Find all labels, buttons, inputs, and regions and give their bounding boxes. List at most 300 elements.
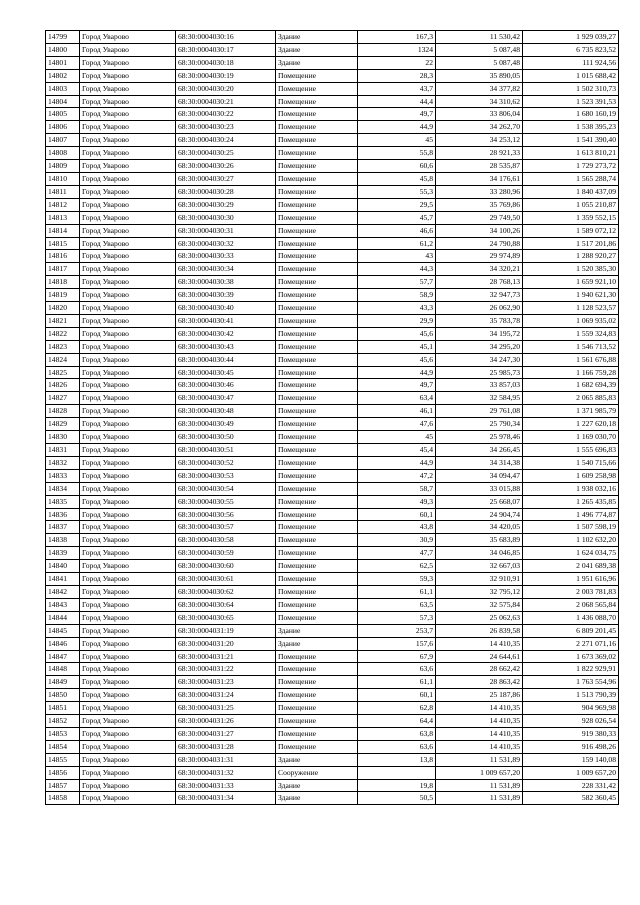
table-row bbox=[46, 405, 619, 418]
object-type-cell: Помещение bbox=[276, 405, 358, 418]
cadastral-value-cell: 1 265 435,85 bbox=[523, 495, 619, 508]
object-type-cell: Помещение bbox=[276, 456, 358, 469]
unit-value-cell: 11 531,89 bbox=[436, 753, 523, 766]
cadastral-number-cell: 68:30:0004031:33 bbox=[176, 779, 276, 792]
cadastral-value-cell: 1 840 437,09 bbox=[523, 185, 619, 198]
unit-value-cell: 32 575,84 bbox=[436, 598, 523, 611]
area-cell: 49,3 bbox=[358, 495, 436, 508]
table-row bbox=[46, 289, 619, 302]
table-row bbox=[46, 637, 619, 650]
table-row bbox=[46, 69, 619, 82]
area-cell: 57,7 bbox=[358, 276, 436, 289]
table-row bbox=[46, 444, 619, 457]
unit-value-cell: 32 795,12 bbox=[436, 585, 523, 598]
object-type-cell: Помещение bbox=[276, 160, 358, 173]
object-type-cell: Помещение bbox=[276, 650, 358, 663]
area-cell: 43,8 bbox=[358, 521, 436, 534]
table-row bbox=[46, 263, 619, 276]
object-type-cell: Помещение bbox=[276, 289, 358, 302]
cadastral-value-cell: 916 498,26 bbox=[523, 740, 619, 753]
cadastral-number-cell: 68:30:0004030:27 bbox=[176, 172, 276, 185]
area-cell: 167,3 bbox=[358, 31, 436, 44]
unit-value-cell: 32 584,95 bbox=[436, 392, 523, 405]
table-row bbox=[46, 366, 619, 379]
table-row bbox=[46, 147, 619, 160]
municipality-cell: Город Уварово bbox=[80, 327, 176, 340]
unit-value-cell: 1 009 657,20 bbox=[436, 766, 523, 779]
municipality-cell: Город Уварово bbox=[80, 444, 176, 457]
cadastral-value-cell: 1 565 288,74 bbox=[523, 172, 619, 185]
table-row bbox=[46, 753, 619, 766]
row-number-cell: 14854 bbox=[46, 740, 80, 753]
object-type-cell: Помещение bbox=[276, 314, 358, 327]
cadastral-value-cell: 582 360,45 bbox=[523, 792, 619, 805]
cadastral-value-cell: 1 951 616,96 bbox=[523, 573, 619, 586]
object-type-cell: Помещение bbox=[276, 431, 358, 444]
object-type-cell: Помещение bbox=[276, 327, 358, 340]
area-cell: 49,7 bbox=[358, 108, 436, 121]
unit-value-cell: 34 176,61 bbox=[436, 172, 523, 185]
unit-value-cell: 34 094,47 bbox=[436, 469, 523, 482]
unit-value-cell: 14 410,35 bbox=[436, 740, 523, 753]
object-type-cell: Помещение bbox=[276, 702, 358, 715]
unit-value-cell: 32 667,03 bbox=[436, 560, 523, 573]
row-number-cell: 14804 bbox=[46, 95, 80, 108]
row-number-cell: 14840 bbox=[46, 560, 80, 573]
cadastral-number-cell: 68:30:0004030:41 bbox=[176, 314, 276, 327]
cadastral-value-cell: 1 507 598,19 bbox=[523, 521, 619, 534]
municipality-cell: Город Уварово bbox=[80, 314, 176, 327]
cadastral-value-cell: 159 140,08 bbox=[523, 753, 619, 766]
municipality-cell: Город Уварово bbox=[80, 792, 176, 805]
cadastral-value-cell: 1 520 385,30 bbox=[523, 263, 619, 276]
cadastral-value-cell: 1 938 032,16 bbox=[523, 482, 619, 495]
object-type-cell: Помещение bbox=[276, 560, 358, 573]
unit-value-cell: 25 978,46 bbox=[436, 431, 523, 444]
table-row bbox=[46, 792, 619, 805]
cadastral-number-cell: 68:30:0004030:56 bbox=[176, 508, 276, 521]
row-number-cell: 14849 bbox=[46, 676, 80, 689]
municipality-cell: Город Уварово bbox=[80, 263, 176, 276]
cadastral-value-cell: 919 380,33 bbox=[523, 727, 619, 740]
object-type-cell: Помещение bbox=[276, 340, 358, 353]
object-type-cell: Помещение bbox=[276, 585, 358, 598]
row-number-cell: 14857 bbox=[46, 779, 80, 792]
municipality-cell: Город Уварово bbox=[80, 779, 176, 792]
area-cell: 46,1 bbox=[358, 405, 436, 418]
cadastral-value-cell: 1 169 030,70 bbox=[523, 431, 619, 444]
unit-value-cell: 25 790,34 bbox=[436, 418, 523, 431]
object-type-cell: Помещение bbox=[276, 418, 358, 431]
municipality-cell: Город Уварово bbox=[80, 392, 176, 405]
cadastral-number-cell: 68:30:0004030:43 bbox=[176, 340, 276, 353]
cadastral-number-cell: 68:30:0004030:61 bbox=[176, 573, 276, 586]
table-row bbox=[46, 624, 619, 637]
unit-value-cell: 11 531,89 bbox=[436, 779, 523, 792]
area-cell: 45,8 bbox=[358, 172, 436, 185]
object-type-cell: Помещение bbox=[276, 302, 358, 315]
municipality-cell: Город Уварово bbox=[80, 637, 176, 650]
area-cell: 57,3 bbox=[358, 611, 436, 624]
object-type-cell: Помещение bbox=[276, 727, 358, 740]
table-row bbox=[46, 56, 619, 69]
area-cell: 60,1 bbox=[358, 508, 436, 521]
unit-value-cell: 34 377,82 bbox=[436, 82, 523, 95]
cadastral-value-cell: 1 729 273,72 bbox=[523, 160, 619, 173]
area-cell: 62,5 bbox=[358, 560, 436, 573]
object-type-cell: Здание bbox=[276, 753, 358, 766]
row-number-cell: 14809 bbox=[46, 160, 80, 173]
object-type-cell: Помещение bbox=[276, 689, 358, 702]
municipality-cell: Город Уварово bbox=[80, 650, 176, 663]
object-type-cell: Помещение bbox=[276, 134, 358, 147]
row-number-cell: 14853 bbox=[46, 727, 80, 740]
cadastral-number-cell: 68:30:0004030:33 bbox=[176, 250, 276, 263]
area-cell: 19,8 bbox=[358, 779, 436, 792]
cadastral-value-cell: 2 003 781,83 bbox=[523, 585, 619, 598]
unit-value-cell: 25 187,86 bbox=[436, 689, 523, 702]
object-type-cell: Помещение bbox=[276, 237, 358, 250]
table-row bbox=[46, 418, 619, 431]
cadastral-value-cell: 1 541 390,40 bbox=[523, 134, 619, 147]
unit-value-cell: 33 015,88 bbox=[436, 482, 523, 495]
cadastral-number-cell: 68:30:0004030:39 bbox=[176, 289, 276, 302]
municipality-cell: Город Уварово bbox=[80, 495, 176, 508]
table-body bbox=[46, 31, 619, 805]
cadastral-value-cell: 1 128 523,57 bbox=[523, 302, 619, 315]
unit-value-cell: 32 910,91 bbox=[436, 573, 523, 586]
unit-value-cell: 26 062,90 bbox=[436, 302, 523, 315]
unit-value-cell: 35 783,78 bbox=[436, 314, 523, 327]
cadastral-number-cell: 68:30:0004030:22 bbox=[176, 108, 276, 121]
municipality-cell: Город Уварово bbox=[80, 353, 176, 366]
cadastral-value-cell: 111 924,56 bbox=[523, 56, 619, 69]
cadastral-value-cell: 1 540 715,66 bbox=[523, 456, 619, 469]
unit-value-cell: 28 662,42 bbox=[436, 663, 523, 676]
municipality-cell: Город Уварово bbox=[80, 43, 176, 56]
area-cell: 63,4 bbox=[358, 392, 436, 405]
municipality-cell: Город Уварово bbox=[80, 108, 176, 121]
municipality-cell: Город Уварово bbox=[80, 147, 176, 160]
cadastral-value-cell: 1 929 039,27 bbox=[523, 31, 619, 44]
municipality-cell: Город Уварово bbox=[80, 289, 176, 302]
unit-value-cell: 34 253,12 bbox=[436, 134, 523, 147]
object-type-cell: Помещение bbox=[276, 534, 358, 547]
area-cell: 44,3 bbox=[358, 263, 436, 276]
cadastral-value-cell: 1 517 201,86 bbox=[523, 237, 619, 250]
object-type-cell: Помещение bbox=[276, 508, 358, 521]
row-number-cell: 14842 bbox=[46, 585, 80, 598]
cadastral-number-cell: 68:30:0004031:20 bbox=[176, 637, 276, 650]
cadastral-number-cell: 68:30:0004030:34 bbox=[176, 263, 276, 276]
cadastral-value-cell: 2 271 071,16 bbox=[523, 637, 619, 650]
unit-value-cell: 28 921,33 bbox=[436, 147, 523, 160]
table-row bbox=[46, 573, 619, 586]
municipality-cell: Город Уварово bbox=[80, 211, 176, 224]
object-type-cell: Здание bbox=[276, 43, 358, 56]
row-number-cell: 14807 bbox=[46, 134, 80, 147]
cadastral-number-cell: 68:30:0004030:53 bbox=[176, 469, 276, 482]
municipality-cell: Город Уварово bbox=[80, 431, 176, 444]
row-number-cell: 14835 bbox=[46, 495, 80, 508]
table-row bbox=[46, 31, 619, 44]
cadastral-value-cell: 1 822 929,91 bbox=[523, 663, 619, 676]
cadastral-value-cell: 228 331,42 bbox=[523, 779, 619, 792]
table-row bbox=[46, 740, 619, 753]
row-number-cell: 14826 bbox=[46, 379, 80, 392]
unit-value-cell: 34 247,30 bbox=[436, 353, 523, 366]
row-number-cell: 14829 bbox=[46, 418, 80, 431]
municipality-cell: Город Уварово bbox=[80, 366, 176, 379]
cadastral-number-cell: 68:30:0004031:24 bbox=[176, 689, 276, 702]
area-cell: 13,8 bbox=[358, 753, 436, 766]
object-type-cell: Помещение bbox=[276, 469, 358, 482]
object-type-cell: Помещение bbox=[276, 663, 358, 676]
cadastral-number-cell: 68:30:0004030:65 bbox=[176, 611, 276, 624]
object-type-cell: Помещение bbox=[276, 263, 358, 276]
row-number-cell: 14817 bbox=[46, 263, 80, 276]
table-row bbox=[46, 766, 619, 779]
cadastral-number-cell: 68:30:0004031:32 bbox=[176, 766, 276, 779]
unit-value-cell: 29 974,89 bbox=[436, 250, 523, 263]
cadastral-number-cell: 68:30:0004030:38 bbox=[176, 276, 276, 289]
area-cell: 67,9 bbox=[358, 650, 436, 663]
table-row bbox=[46, 134, 619, 147]
unit-value-cell: 25 668,07 bbox=[436, 495, 523, 508]
table-row bbox=[46, 495, 619, 508]
table-row bbox=[46, 482, 619, 495]
municipality-cell: Город Уварово bbox=[80, 766, 176, 779]
table-row bbox=[46, 379, 619, 392]
row-number-cell: 14836 bbox=[46, 508, 80, 521]
cadastral-number-cell: 68:30:0004030:40 bbox=[176, 302, 276, 315]
area-cell: 45 bbox=[358, 431, 436, 444]
area-cell: 43 bbox=[358, 250, 436, 263]
cadastral-number-cell: 68:30:0004030:32 bbox=[176, 237, 276, 250]
unit-value-cell: 5 087,48 bbox=[436, 43, 523, 56]
area-cell: 45,7 bbox=[358, 211, 436, 224]
unit-value-cell: 34 310,62 bbox=[436, 95, 523, 108]
cadastral-value-cell: 1 359 552,15 bbox=[523, 211, 619, 224]
area-cell: 60,6 bbox=[358, 160, 436, 173]
unit-value-cell: 34 046,85 bbox=[436, 547, 523, 560]
municipality-cell: Город Уварово bbox=[80, 624, 176, 637]
municipality-cell: Город Уварово bbox=[80, 250, 176, 263]
area-cell: 47,6 bbox=[358, 418, 436, 431]
cadastral-number-cell: 68:30:0004030:64 bbox=[176, 598, 276, 611]
area-cell: 45,6 bbox=[358, 353, 436, 366]
object-type-cell: Помещение bbox=[276, 276, 358, 289]
municipality-cell: Город Уварово bbox=[80, 121, 176, 134]
unit-value-cell: 28 535,87 bbox=[436, 160, 523, 173]
municipality-cell: Город Уварово bbox=[80, 598, 176, 611]
cadastral-number-cell: 68:30:0004030:62 bbox=[176, 585, 276, 598]
table-row bbox=[46, 456, 619, 469]
table-row bbox=[46, 353, 619, 366]
unit-value-cell: 29 761,08 bbox=[436, 405, 523, 418]
row-number-cell: 14815 bbox=[46, 237, 80, 250]
row-number-cell: 14806 bbox=[46, 121, 80, 134]
object-type-cell: Помещение bbox=[276, 379, 358, 392]
table-row bbox=[46, 185, 619, 198]
cadastral-number-cell: 68:30:0004030:45 bbox=[176, 366, 276, 379]
area-cell: 61,1 bbox=[358, 676, 436, 689]
row-number-cell: 14827 bbox=[46, 392, 80, 405]
table-row bbox=[46, 250, 619, 263]
area-cell: 29,5 bbox=[358, 198, 436, 211]
object-type-cell: Помещение bbox=[276, 108, 358, 121]
municipality-cell: Город Уварово bbox=[80, 340, 176, 353]
cadastral-number-cell: 68:30:0004030:55 bbox=[176, 495, 276, 508]
table-row bbox=[46, 779, 619, 792]
object-type-cell: Здание bbox=[276, 31, 358, 44]
object-type-cell: Помещение bbox=[276, 676, 358, 689]
row-number-cell: 14834 bbox=[46, 482, 80, 495]
row-number-cell: 14851 bbox=[46, 702, 80, 715]
object-type-cell: Здание bbox=[276, 624, 358, 637]
area-cell: 55,8 bbox=[358, 147, 436, 160]
table-row bbox=[46, 340, 619, 353]
cadastral-number-cell: 68:30:0004030:24 bbox=[176, 134, 276, 147]
cadastral-number-cell: 68:30:0004030:50 bbox=[176, 431, 276, 444]
unit-value-cell: 34 295,20 bbox=[436, 340, 523, 353]
municipality-cell: Город Уварово bbox=[80, 198, 176, 211]
unit-value-cell: 34 100,26 bbox=[436, 224, 523, 237]
object-type-cell: Помещение bbox=[276, 172, 358, 185]
row-number-cell: 14819 bbox=[46, 289, 80, 302]
table-row bbox=[46, 172, 619, 185]
municipality-cell: Город Уварово bbox=[80, 676, 176, 689]
cadastral-value-cell: 1 609 258,98 bbox=[523, 469, 619, 482]
area-cell: 22 bbox=[358, 56, 436, 69]
cadastral-value-cell: 1 069 935,02 bbox=[523, 314, 619, 327]
cadastral-number-cell: 68:30:0004030:59 bbox=[176, 547, 276, 560]
row-number-cell: 14837 bbox=[46, 521, 80, 534]
cadastral-number-cell: 68:30:0004031:34 bbox=[176, 792, 276, 805]
row-number-cell: 14823 bbox=[46, 340, 80, 353]
cadastral-number-cell: 68:30:0004030:28 bbox=[176, 185, 276, 198]
table-row bbox=[46, 560, 619, 573]
table-row bbox=[46, 702, 619, 715]
area-cell: 45 bbox=[358, 134, 436, 147]
cadastral-number-cell: 68:30:0004030:49 bbox=[176, 418, 276, 431]
row-number-cell: 14858 bbox=[46, 792, 80, 805]
cadastral-value-cell: 1 659 921,10 bbox=[523, 276, 619, 289]
cadastral-number-cell: 68:30:0004030:21 bbox=[176, 95, 276, 108]
cadastral-number-cell: 68:30:0004031:23 bbox=[176, 676, 276, 689]
unit-value-cell: 29 749,50 bbox=[436, 211, 523, 224]
table-row bbox=[46, 160, 619, 173]
municipality-cell: Город Уварово bbox=[80, 405, 176, 418]
area-cell: 45,1 bbox=[358, 340, 436, 353]
cadastral-number-cell: 68:30:0004031:31 bbox=[176, 753, 276, 766]
area-cell: 59,3 bbox=[358, 573, 436, 586]
unit-value-cell: 33 857,03 bbox=[436, 379, 523, 392]
cadastral-number-cell: 68:30:0004031:21 bbox=[176, 650, 276, 663]
row-number-cell: 14838 bbox=[46, 534, 80, 547]
object-type-cell: Помещение bbox=[276, 353, 358, 366]
cadastral-value-cell: 1 682 694,39 bbox=[523, 379, 619, 392]
cadastral-value-cell: 2 068 565,84 bbox=[523, 598, 619, 611]
cadastral-number-cell: 68:30:0004030:20 bbox=[176, 82, 276, 95]
unit-value-cell: 34 320,21 bbox=[436, 263, 523, 276]
row-number-cell: 14841 bbox=[46, 573, 80, 586]
municipality-cell: Город Уварово bbox=[80, 753, 176, 766]
municipality-cell: Город Уварово bbox=[80, 482, 176, 495]
unit-value-cell: 28 863,42 bbox=[436, 676, 523, 689]
unit-value-cell: 25 062,63 bbox=[436, 611, 523, 624]
unit-value-cell: 14 410,35 bbox=[436, 715, 523, 728]
municipality-cell: Город Уварово bbox=[80, 172, 176, 185]
row-number-cell: 14803 bbox=[46, 82, 80, 95]
municipality-cell: Город Уварово bbox=[80, 276, 176, 289]
municipality-cell: Город Уварово bbox=[80, 508, 176, 521]
cadastral-value-cell: 1 624 034,75 bbox=[523, 547, 619, 560]
unit-value-cell: 35 890,05 bbox=[436, 69, 523, 82]
cadastral-value-cell: 1 559 324,83 bbox=[523, 327, 619, 340]
area-cell: 43,7 bbox=[358, 82, 436, 95]
table-row bbox=[46, 95, 619, 108]
area-cell: 45,6 bbox=[358, 327, 436, 340]
municipality-cell: Город Уварово bbox=[80, 547, 176, 560]
object-type-cell: Помещение bbox=[276, 224, 358, 237]
unit-value-cell: 35 769,86 bbox=[436, 198, 523, 211]
cadastral-number-cell: 68:30:0004030:44 bbox=[176, 353, 276, 366]
row-number-cell: 14846 bbox=[46, 637, 80, 650]
unit-value-cell: 14 410,35 bbox=[436, 727, 523, 740]
row-number-cell: 14845 bbox=[46, 624, 80, 637]
cadastral-value-cell: 1 227 620,18 bbox=[523, 418, 619, 431]
unit-value-cell: 34 420,05 bbox=[436, 521, 523, 534]
unit-value-cell: 32 947,73 bbox=[436, 289, 523, 302]
municipality-cell: Город Уварово bbox=[80, 521, 176, 534]
municipality-cell: Город Уварово bbox=[80, 534, 176, 547]
municipality-cell: Город Уварово bbox=[80, 560, 176, 573]
row-number-cell: 14816 bbox=[46, 250, 80, 263]
row-number-cell: 14828 bbox=[46, 405, 80, 418]
municipality-cell: Город Уварово bbox=[80, 727, 176, 740]
object-type-cell: Помещение bbox=[276, 198, 358, 211]
unit-value-cell: 34 266,45 bbox=[436, 444, 523, 457]
cadastral-number-cell: 68:30:0004030:46 bbox=[176, 379, 276, 392]
row-number-cell: 14847 bbox=[46, 650, 80, 663]
municipality-cell: Город Уварово bbox=[80, 611, 176, 624]
cadastral-number-cell: 68:30:0004030:52 bbox=[176, 456, 276, 469]
unit-value-cell: 24 904,74 bbox=[436, 508, 523, 521]
cadastral-value-cell: 1 371 985,79 bbox=[523, 405, 619, 418]
unit-value-cell: 11 530,42 bbox=[436, 31, 523, 44]
object-type-cell: Помещение bbox=[276, 444, 358, 457]
area-cell: 63,6 bbox=[358, 740, 436, 753]
area-cell: 45,4 bbox=[358, 444, 436, 457]
municipality-cell: Город Уварово bbox=[80, 56, 176, 69]
unit-value-cell: 26 839,58 bbox=[436, 624, 523, 637]
area-cell: 47,2 bbox=[358, 469, 436, 482]
object-type-cell: Помещение bbox=[276, 547, 358, 560]
row-number-cell: 14824 bbox=[46, 353, 80, 366]
cadastral-number-cell: 68:30:0004030:26 bbox=[176, 160, 276, 173]
object-type-cell: Помещение bbox=[276, 121, 358, 134]
row-number-cell: 14801 bbox=[46, 56, 80, 69]
municipality-cell: Город Уварово bbox=[80, 185, 176, 198]
cadastral-value-cell: 1 513 790,39 bbox=[523, 689, 619, 702]
cadastral-value-cell: 1 589 072,12 bbox=[523, 224, 619, 237]
table-row bbox=[46, 650, 619, 663]
object-type-cell: Помещение bbox=[276, 740, 358, 753]
table-row bbox=[46, 108, 619, 121]
cadastral-value-cell: 1 102 632,20 bbox=[523, 534, 619, 547]
table-row bbox=[46, 302, 619, 315]
